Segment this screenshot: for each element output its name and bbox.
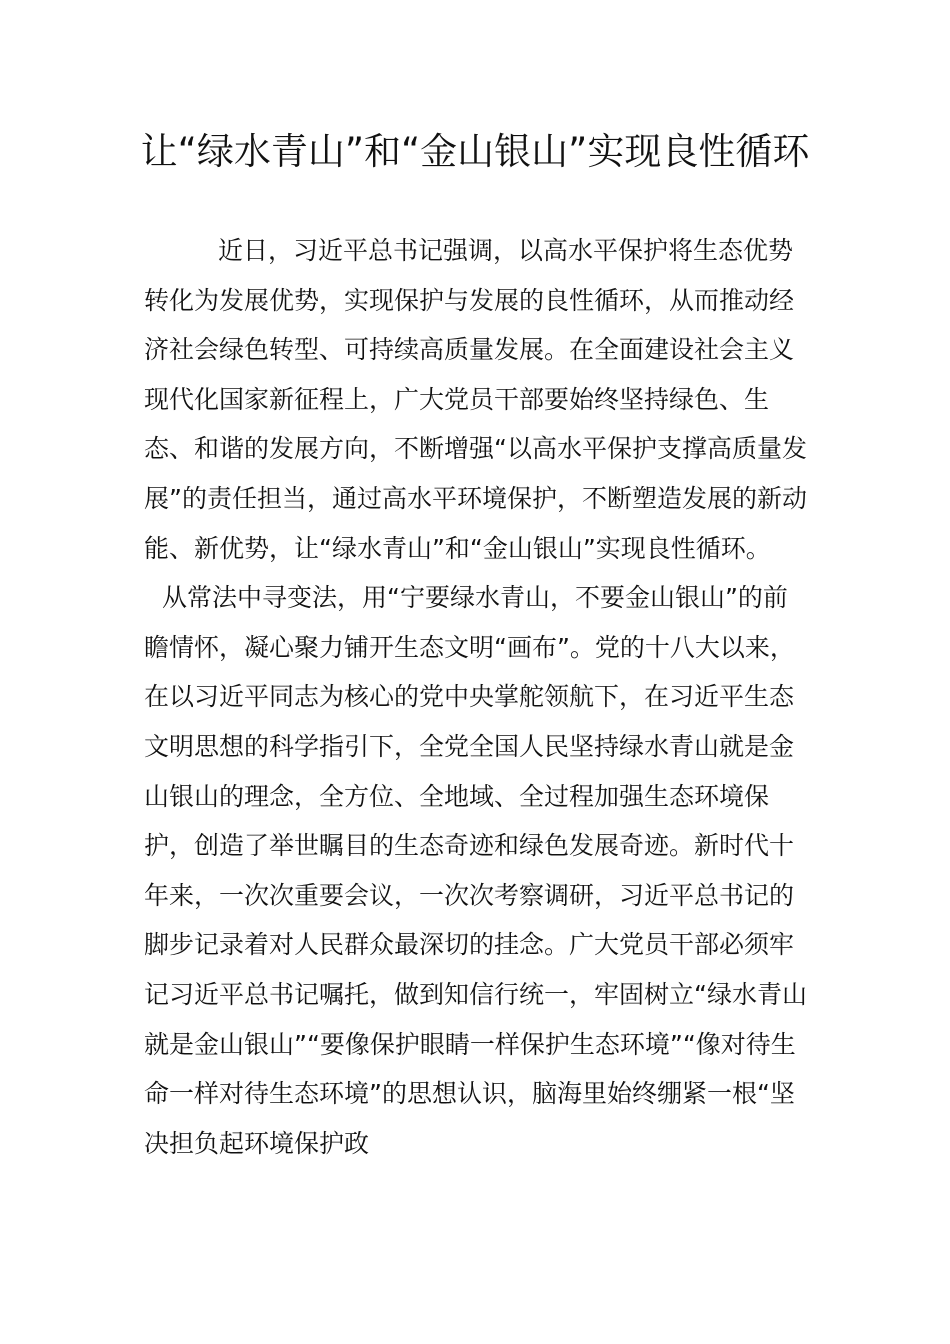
document-title: 让“绿水青山”和“金山银山”实现良性循环 (140, 130, 810, 173)
paragraph-second: 从常法中寻变法，用“宁要绿水青山，不要金山银山”的前瞻情怀，凝心聚力铺开生态文明“画布”。党的十八大以来，在以习近平同志为核心的党中央掌舵领航下，在习近平生态文明思想的科学指引下，全党全国人民坚持绿水青山就是金山银山的理念，全方位、全地域、全过程加强生态环境保护，创造了举世瞩目的生态奇迹和绿色发展奇迹。新时代十年来，一次次重要会议，一次次考察调研，习近平总书记的脚步记录着对人民群众最深切的挂念。广大党员干部必须牢记习近平总书记嘱托，做到知信行统一，牢固树立“绿水青山就是金山银山”“要像保护眼睛一样保护生态环境”“像对待生命一样对待生态环境”的思想认识，脑海里始终绷紧一根“坚决担负起环境保护政 (144, 583, 807, 1158)
document-body (144, 226, 808, 1168)
paragraph-intro: 近日，习近平总书记强调，以高水平保护将生态优势转化为发展优势，实现保护与发展的良性循环，从而推动经济社会绿色转型、可持续高质量发展。在全面建设社会主义现代化国家新征程上，广大党员干部要始终坚持绿色、生态、和谐的发展方向，不断增强“以高水平保护支撑高质量发展”的责任担当，通过高水平环境保护，不断塑造发展的新动能、新优势，让“绿水青山”和“金山银山”实现良性循环。 (144, 236, 807, 563)
